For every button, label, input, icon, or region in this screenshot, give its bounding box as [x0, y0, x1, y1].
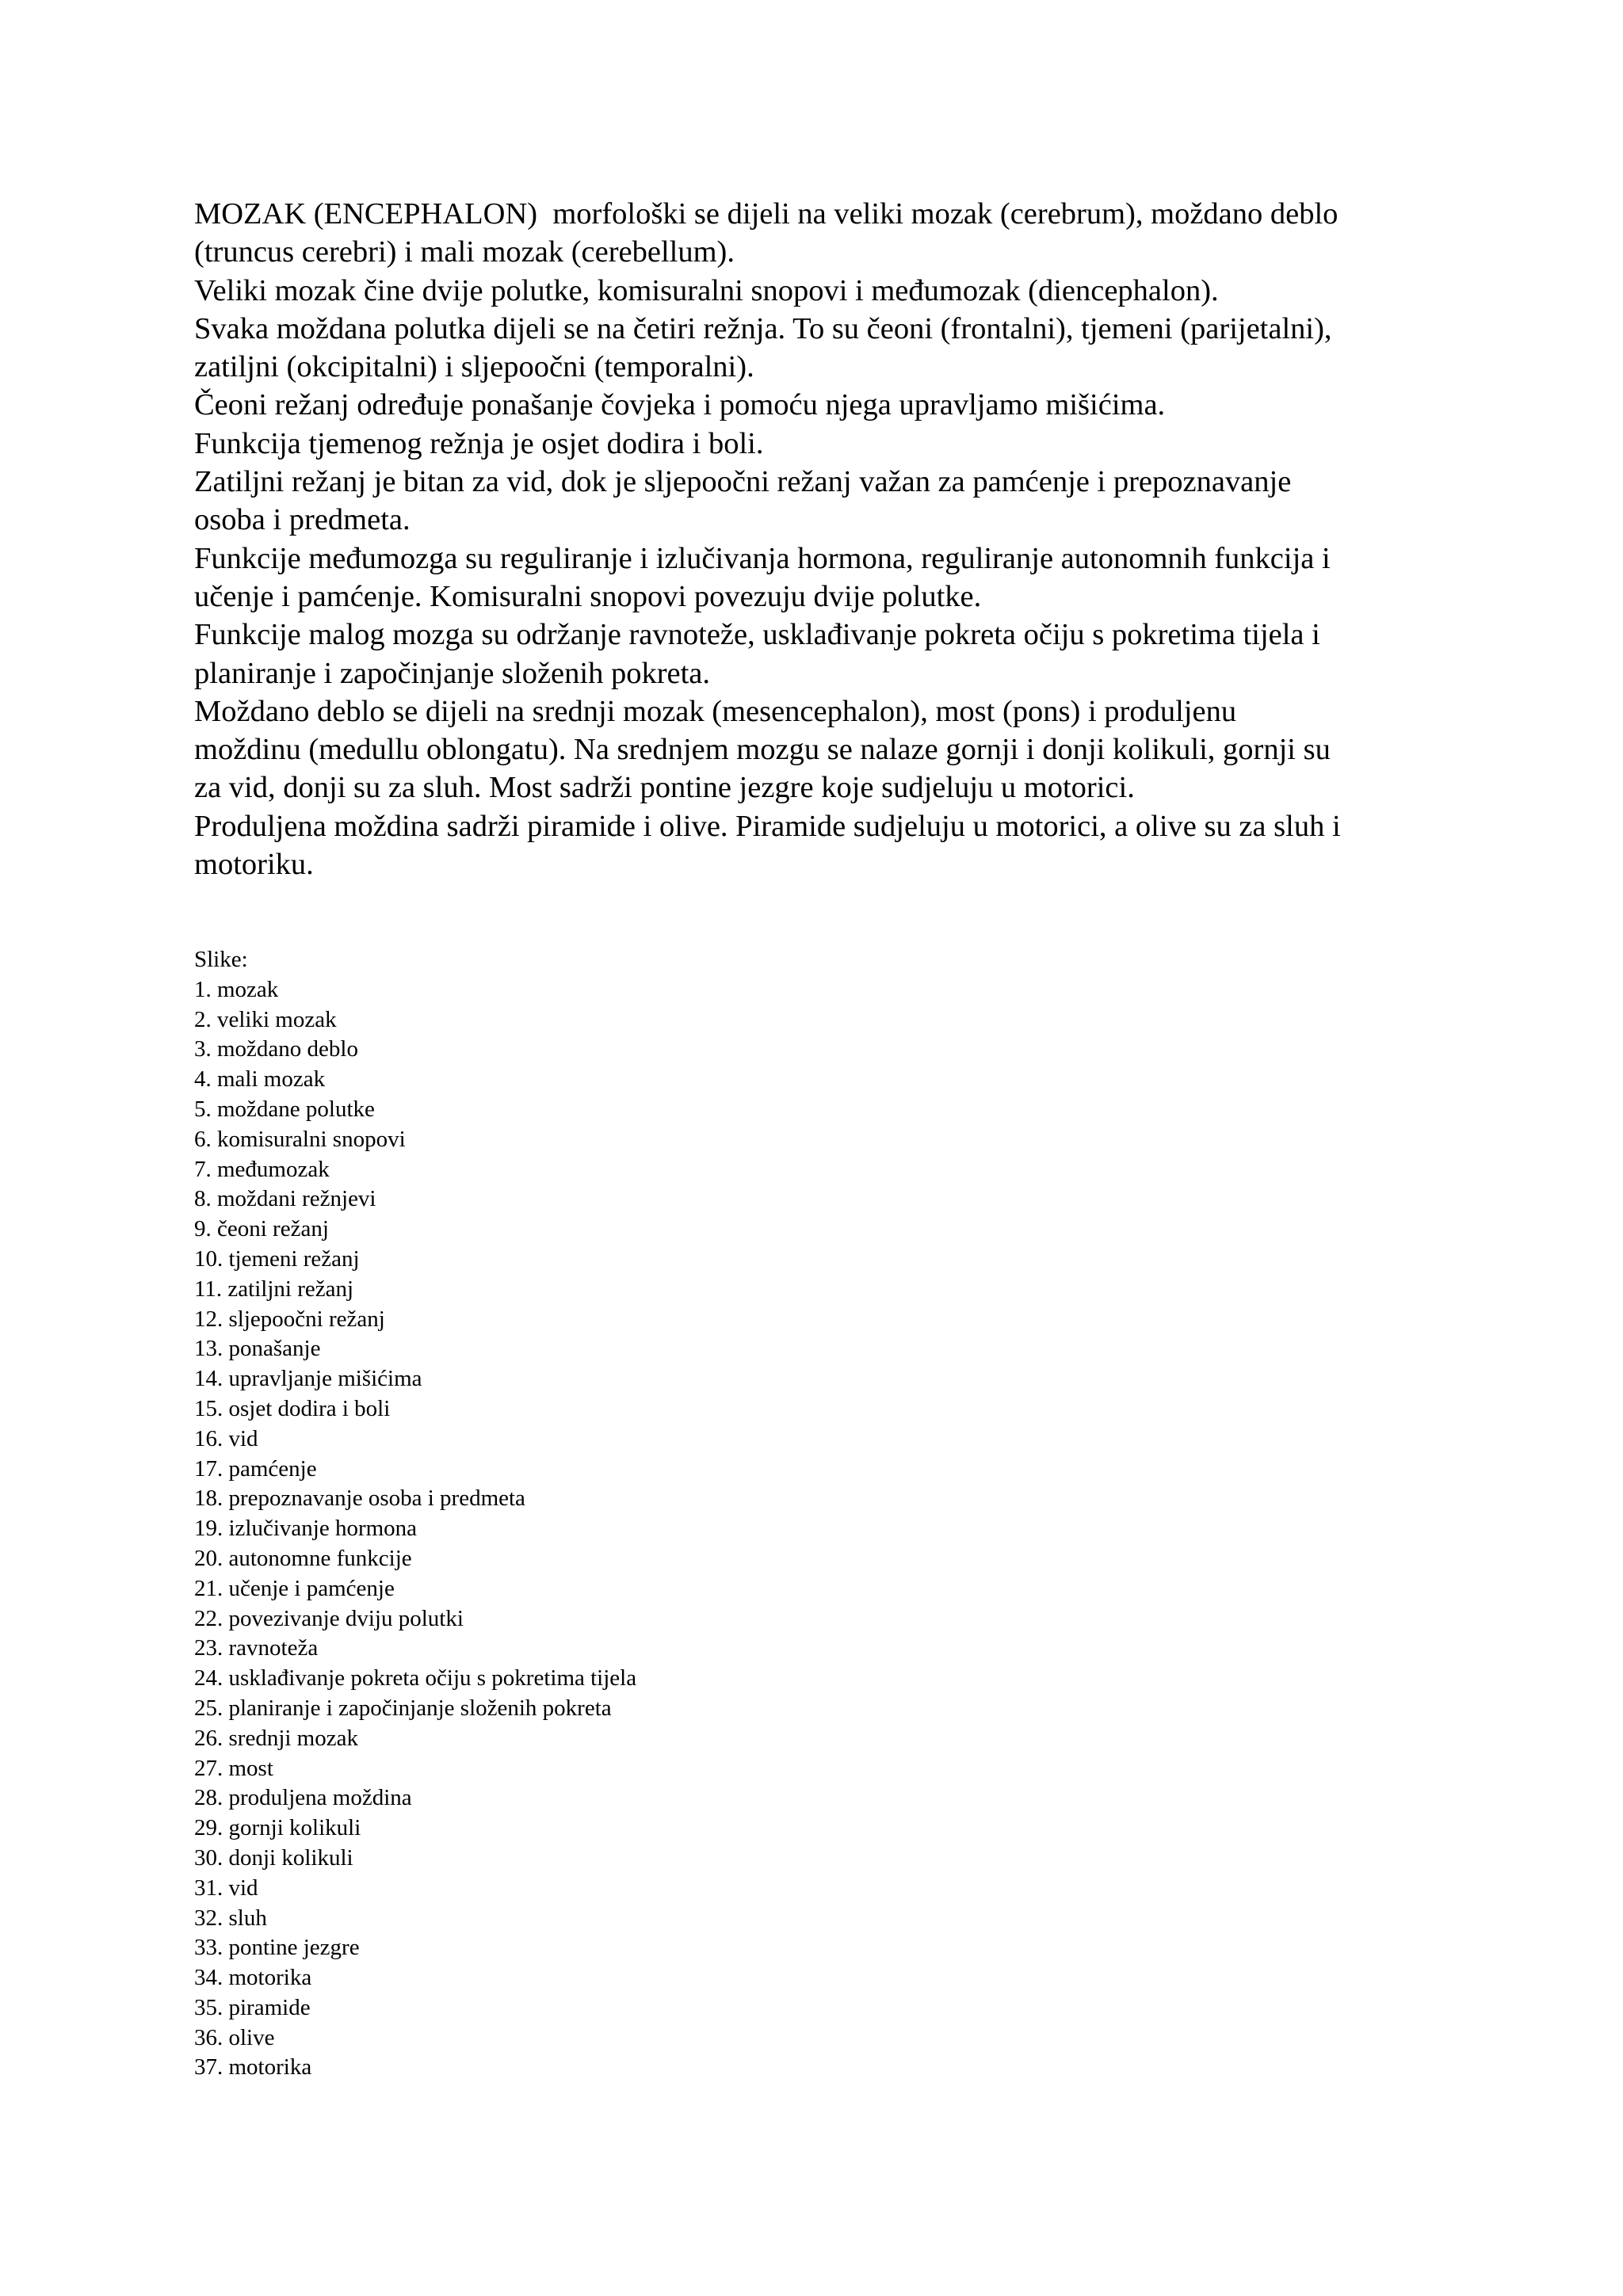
figure-item: 17. pamćenje — [194, 1455, 317, 1482]
figure-item: 1. mozak — [194, 976, 279, 1002]
body-line: Funkcije međumozga su reguliranje i izlučivanja hormona, reguliranje autonomnih funkcija i — [194, 541, 1331, 575]
figure-item: 20. autonomne funkcije — [194, 1545, 412, 1571]
figure-item: 6. komisuralni snopovi — [194, 1126, 406, 1152]
figures-list — [194, 945, 907, 2083]
body-line: motoriku. — [194, 848, 314, 882]
body-line: učenje i pamćenje. Komisuralni snopovi povezuju dvije polutke. — [194, 579, 982, 613]
body-line: Moždano deblo se dijeli na srednji mozak (mesencephalon), most (pons) i produljenu — [194, 694, 1237, 728]
figures-heading: Slike: — [194, 947, 248, 972]
figure-item: 11. zatiljni režanj — [194, 1276, 354, 1302]
body-line: zatiljni (okcipitalni) i sljepoočni (temporalni). — [194, 350, 754, 384]
figure-item: 36. olive — [194, 2024, 275, 2050]
figure-item: 23. ravnoteža — [194, 1635, 319, 1661]
body-text — [194, 195, 1462, 883]
figure-item: 28. produljena moždina — [194, 1785, 412, 1811]
figure-item: 18. prepoznavanje osoba i predmeta — [194, 1486, 525, 1512]
figure-item: 35. piramide — [194, 1994, 311, 2020]
figure-item: 14. upravljanje mišićima — [194, 1366, 422, 1392]
figure-item: 5. moždane polutke — [194, 1096, 375, 1122]
figure-item: 24. usklađivanje pokreta očiju s pokretima tijela — [194, 1665, 637, 1691]
body-line: MOZAK (ENCEPHALON) morfološki se dijeli na veliki mozak (cerebrum), moždano deblo — [194, 197, 1338, 231]
body-line: za vid, donji su za sluh. Most sadrži pontine jezgre koje sudjeluju u motorici. — [194, 771, 1135, 805]
figure-item: 7. međumozak — [194, 1156, 330, 1182]
figure-item: 19. izlučivanje hormona — [194, 1516, 418, 1542]
figure-item: 10. tjemeni režanj — [194, 1245, 360, 1272]
body-line: Funkcije malog mozga su održanje ravnoteže, usklađivanje pokreta očiju s pokretima tijela i — [194, 618, 1320, 652]
figure-item: 32. sluh — [194, 1905, 267, 1931]
figure-item: 33. pontine jezgre — [194, 1935, 360, 1961]
figure-item: 13. ponašanje — [194, 1336, 321, 1362]
figure-item: 30. donji kolikuli — [194, 1844, 353, 1871]
body-line: osoba i predmeta. — [194, 503, 411, 537]
figure-item: 25. planiranje i započinjanje složenih pokreta — [194, 1695, 612, 1721]
figure-item: 3. moždano deblo — [194, 1036, 358, 1062]
figure-item: 15. osjet dodira i boli — [194, 1395, 391, 1421]
body-line: planiranje i započinjanje složenih pokreta. — [194, 656, 711, 690]
figure-item: 8. moždani režnjevi — [194, 1186, 376, 1212]
figure-item: 31. vid — [194, 1875, 258, 1901]
figure-item: 9. čeoni režanj — [194, 1216, 329, 1242]
body-line: Čeoni režanj određuje ponašanje čovjeka i pomoću njega upravljamo mišićima. — [194, 388, 1166, 422]
body-line: (truncus cerebri) i mali mozak (cerebellum). — [194, 235, 735, 269]
figure-item: 27. most — [194, 1755, 273, 1781]
figure-item: 12. sljepoočni režanj — [194, 1306, 385, 1332]
body-line: Zatiljni režanj je bitan za vid, dok je sljepoočni režanj važan za pamćenje i prepoznavanje — [194, 465, 1292, 499]
figure-item: 22. povezivanje dviju polutki — [194, 1605, 464, 1631]
body-line: Funkcija tjemenog režnja je osjet dodira i boli. — [194, 426, 764, 460]
figure-item: 34. motorika — [194, 1965, 312, 1991]
figure-item: 37. motorika — [194, 2054, 312, 2081]
body-line: Veliki mozak čine dvije polutke, komisuralni snopovi i međumozak (diencephalon). — [194, 273, 1219, 307]
body-line: Produljena moždina sadrži piramide i olive. Piramide sudjeluju u motorici, a olive su za sluh i — [194, 809, 1341, 843]
figure-item: 16. vid — [194, 1425, 258, 1451]
body-line: moždinu (medullu oblongatu). Na srednjem mozgu se nalaze gornji i donji kolikuli, gornji su — [194, 733, 1331, 767]
figure-item: 2. veliki mozak — [194, 1006, 337, 1032]
figure-item: 4. mali mozak — [194, 1066, 326, 1093]
figure-item: 21. učenje i pamćenje — [194, 1575, 395, 1601]
figure-item: 29. gornji kolikuli — [194, 1815, 361, 1841]
figure-item: 26. srednji mozak — [194, 1725, 358, 1751]
body-line: Svaka moždana polutka dijeli se na četiri režnja. To su čeoni (frontalni), tjemeni (parijetalni), — [194, 311, 1332, 345]
